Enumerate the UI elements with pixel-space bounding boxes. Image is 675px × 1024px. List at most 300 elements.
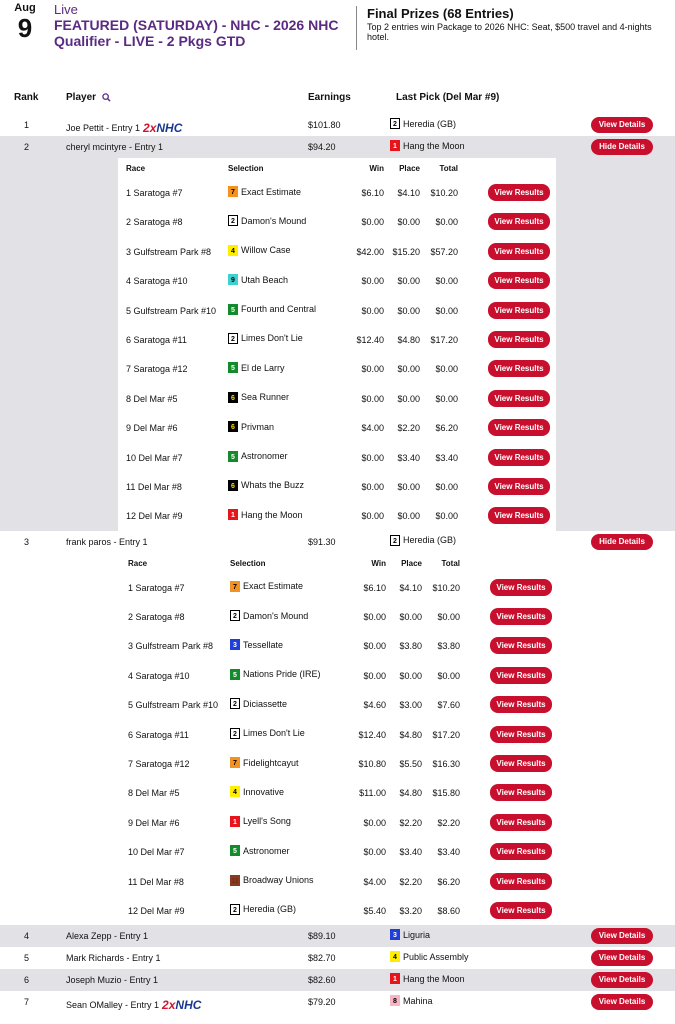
leaderboard-row (0, 114, 675, 136)
pick-win: $10.80 (358, 759, 386, 770)
view-details-button[interactable]: View Details (591, 117, 653, 133)
view-results-button[interactable]: View Results (490, 814, 552, 831)
pick-total: $3.80 (437, 641, 460, 652)
view-results-button[interactable]: View Results (488, 478, 550, 495)
pick-selection (230, 757, 299, 768)
pick-row (118, 266, 556, 295)
pick-total: $17.20 (432, 729, 460, 740)
pick-total: $0.00 (437, 670, 460, 681)
pick-selection (230, 581, 303, 592)
pick-row (118, 296, 556, 325)
pick-race: 11 Del Mar #8 (126, 481, 182, 492)
pick-win: $0.00 (361, 481, 384, 492)
pick-total: $0.00 (435, 276, 458, 287)
picks-table (120, 553, 558, 926)
pick-win: $0.00 (361, 217, 384, 228)
pick-selection (230, 875, 314, 886)
selection-column-header: Selection (230, 558, 266, 568)
event-date (12, 2, 38, 42)
view-results-button[interactable]: View Results (490, 843, 552, 860)
program-number: 2 (230, 904, 240, 915)
pick-win: $4.00 (363, 876, 386, 887)
view-results-button[interactable]: View Results (488, 419, 550, 436)
race-column-header: Race (128, 558, 148, 568)
pick-total: $10.20 (432, 582, 460, 593)
pick-win: $0.00 (361, 452, 384, 463)
program-number: 2 (230, 610, 240, 621)
program-number: 5 (228, 304, 238, 315)
pick-horse: Willow Case (241, 245, 291, 256)
total-column-header: Total (439, 164, 458, 173)
pick-row (118, 384, 556, 413)
view-results-button[interactable]: View Results (490, 667, 552, 684)
pick-row (120, 867, 558, 896)
pick-horse: Innovative (243, 786, 285, 797)
pick-horse: Tessellate (243, 639, 284, 650)
pick-selection (228, 509, 303, 520)
pick-selection (230, 786, 284, 797)
program-number: 6 (228, 421, 238, 432)
nhc-badge-multiplier: 2x (162, 998, 176, 1013)
win-column-header: Win (369, 164, 384, 173)
program-number: 4 (390, 951, 400, 962)
selection-column-header: Selection (228, 164, 264, 173)
pick-total: $7.60 (437, 700, 460, 711)
program-number: 6 (228, 480, 238, 491)
prizes-description: Top 2 entries win Package to 2026 NHC: Seat, $500 travel and 4-nights hotel. (367, 22, 652, 42)
player-rank: 5 (24, 953, 30, 964)
pick-total: $6.20 (435, 423, 458, 434)
pick-total: $3.40 (435, 452, 458, 463)
last-pick (390, 140, 465, 151)
view-results-button[interactable]: View Results (488, 360, 550, 377)
pick-row (118, 501, 556, 530)
hide-details-button[interactable]: Hide Details (591, 139, 653, 155)
last-pick (390, 118, 456, 129)
view-results-button[interactable]: View Results (490, 637, 552, 654)
event-day: 9 (17, 13, 33, 43)
total-column-header: Total (441, 558, 460, 568)
program-number: 9 (228, 274, 238, 285)
pick-place: $0.00 (397, 364, 420, 375)
prizes-block (367, 6, 667, 42)
player-name[interactable]: Joe Pettit - Entry 1 2xNHC (66, 121, 183, 135)
pick-selection (230, 669, 321, 680)
pick-win: $5.40 (363, 905, 386, 916)
player-rank: 1 (24, 120, 30, 130)
pick-win: $0.00 (363, 847, 386, 858)
pick-row (118, 472, 556, 501)
pick-race: 8 Del Mar #5 (128, 788, 180, 799)
player-name[interactable]: Joseph Muzio - Entry 1 (66, 975, 159, 986)
pick-win: $42.00 (356, 246, 384, 257)
program-number: 2 (228, 333, 238, 344)
pick-horse: Limes Don't Lie (243, 728, 305, 739)
pick-race: 9 Del Mar #6 (126, 423, 178, 434)
pick-selection (230, 904, 296, 915)
pick-place: $4.80 (397, 334, 420, 345)
pick-race: 1 Saratoga #7 (126, 188, 183, 198)
view-results-button[interactable]: View Results (490, 784, 552, 801)
pick-total: $17.20 (430, 334, 458, 345)
pick-place: $0.00 (399, 670, 422, 681)
pick-selection (228, 421, 274, 432)
pick-row (118, 237, 556, 266)
pick-place: $3.40 (397, 452, 420, 463)
view-results-button[interactable]: View Results (490, 726, 552, 743)
pick-row (118, 413, 556, 442)
leaderboard-header (0, 92, 675, 106)
pick-selection (230, 610, 308, 621)
search-icon[interactable] (102, 93, 111, 102)
player-earnings: $79.20 (308, 997, 336, 1008)
pick-row (120, 749, 558, 778)
rank-column-header: Rank (14, 92, 39, 103)
contest-title-block (54, 2, 344, 49)
nhc-badge: 2xNHC (143, 121, 183, 135)
last-pick (390, 535, 456, 546)
pick-row (120, 778, 558, 807)
program-number: 2 (390, 118, 400, 129)
pick-total: $10.20 (430, 188, 458, 198)
program-number: 7 (230, 757, 240, 768)
pick-horse: Exact Estimate (241, 186, 302, 197)
pick-total: $57.20 (430, 246, 458, 257)
program-number: 7 (230, 581, 240, 592)
program-number: 1 (390, 973, 400, 984)
pick-row (120, 837, 558, 866)
last-pick-horse: Hang the Moon (403, 973, 465, 984)
program-number: 1 (390, 140, 400, 151)
view-results-button[interactable]: View Results (490, 696, 552, 713)
pick-place: $4.80 (399, 729, 422, 740)
pick-place: $3.20 (399, 905, 422, 916)
view-results-button[interactable]: View Results (488, 507, 550, 524)
win-column-header: Win (371, 558, 386, 568)
player-name[interactable]: Alexa Zepp - Entry 1 (66, 931, 149, 942)
program-number: 8 (390, 995, 400, 1006)
pick-selection (228, 480, 304, 491)
view-results-button[interactable]: View Results (490, 873, 552, 890)
pick-horse: Fourth and Central (241, 304, 317, 315)
pick-total: $16.30 (432, 759, 460, 770)
view-details-button[interactable]: View Details (591, 950, 653, 966)
pick-win: $12.40 (356, 334, 384, 345)
pick-selection (228, 362, 285, 373)
view-results-button[interactable]: View Results (490, 902, 552, 919)
pick-horse: El de Larry (241, 362, 285, 373)
leaderboard (0, 114, 675, 1013)
picks-table-header (118, 158, 556, 178)
program-number: 4 (230, 786, 240, 797)
pick-horse: Whats the Buzz (241, 480, 305, 491)
pick-race: 4 Saratoga #10 (126, 276, 188, 287)
pick-total: $2.20 (437, 817, 460, 828)
pick-selection (228, 245, 291, 256)
pick-total: $0.00 (435, 364, 458, 375)
player-rank: 7 (24, 997, 30, 1008)
pick-race: 3 Gulfstream Park #8 (128, 641, 214, 652)
nhc-badge: 2xNHC (162, 998, 202, 1013)
pick-selection (228, 392, 289, 403)
pick-horse: Sea Runner (241, 392, 290, 403)
pick-win: $11.00 (359, 788, 386, 799)
pick-selection (228, 451, 288, 462)
program-number: 5 (230, 669, 240, 680)
contest-title: FEATURED (SATURDAY) - NHC - 2026 NHC Qualifier - LIVE - 2 Pkgs GTD (54, 17, 339, 49)
program-number: 2 (390, 535, 400, 546)
pick-race: 1 Saratoga #7 (128, 582, 185, 593)
pick-win: $0.00 (363, 612, 386, 623)
pick-race: 5 Gulfstream Park #10 (126, 305, 217, 316)
pick-selection (228, 274, 288, 285)
view-results-button[interactable]: View Results (490, 579, 552, 596)
leaderboard-row (0, 925, 675, 947)
pick-selection (230, 728, 305, 739)
player-column-header[interactable] (66, 92, 111, 103)
race-column-header: Race (126, 164, 146, 173)
pick-place: $2.20 (399, 817, 422, 828)
program-number: 5 (230, 845, 240, 856)
player-earnings: $82.70 (308, 953, 336, 964)
pick-race: 4 Saratoga #10 (128, 670, 190, 681)
last-pick (390, 973, 465, 984)
pick-race: 7 Saratoga #12 (128, 759, 190, 770)
pick-place: $3.80 (399, 641, 422, 652)
pick-place: $0.00 (397, 276, 420, 287)
player-rank: 3 (24, 536, 30, 547)
pick-place: $5.50 (399, 759, 422, 770)
player-earnings: $101.80 (308, 120, 341, 130)
view-results-button[interactable]: View Results (490, 755, 552, 772)
program-number: 1 (228, 509, 238, 520)
pick-place: $0.00 (397, 393, 420, 404)
pick-horse: Exact Estimate (243, 581, 304, 592)
pick-row (120, 661, 558, 690)
last-pick (390, 951, 469, 962)
view-results-button[interactable]: View Results (488, 302, 550, 319)
pick-win: $4.00 (361, 423, 384, 434)
pick-race: 3 Gulfstream Park #8 (126, 246, 212, 257)
pick-place: $4.10 (399, 582, 422, 593)
pick-row (120, 573, 558, 602)
program-number: 3 (230, 639, 240, 650)
leaderboard-row (0, 969, 675, 991)
pick-horse: Heredia (GB) (243, 904, 297, 915)
pick-total: $0.00 (437, 612, 460, 623)
last-pick-horse: Heredia (GB) (403, 118, 457, 129)
player-rank: 6 (24, 975, 30, 986)
pick-horse: Lyell's Song (243, 816, 291, 827)
pick-horse: Utah Beach (241, 274, 289, 285)
pick-win: $0.00 (363, 641, 386, 652)
entry-details (0, 158, 675, 531)
entry-details (0, 553, 675, 926)
view-results-button[interactable]: View Results (488, 449, 550, 466)
pick-selection (228, 186, 301, 197)
last-pick-horse: Public Assembly (403, 951, 469, 962)
pick-win: $12.40 (358, 729, 386, 740)
pick-horse: Astronomer (243, 845, 290, 856)
pick-win: $0.00 (361, 364, 384, 375)
place-column-header: Place (399, 164, 420, 173)
view-results-button[interactable]: View Results (488, 390, 550, 407)
pick-race: 9 Del Mar #6 (128, 817, 180, 828)
leaderboard-row (0, 531, 675, 553)
pick-race: 2 Saratoga #8 (128, 612, 185, 623)
last-pick-horse: Mahina (403, 995, 433, 1006)
view-details-button[interactable]: View Details (591, 972, 653, 988)
pick-race: 11 Del Mar #8 (128, 876, 184, 887)
pick-place: $4.10 (397, 188, 420, 198)
pick-selection (228, 215, 306, 226)
pick-place: $3.00 (399, 700, 422, 711)
pick-horse: Fidelightcayut (243, 757, 299, 768)
earnings-column-header: Earnings (308, 92, 351, 103)
pick-row (120, 602, 558, 631)
program-number: 5 (228, 451, 238, 462)
view-results-button[interactable]: View Results (488, 331, 550, 348)
program-number: 4 (228, 245, 238, 256)
view-details-button[interactable]: View Details (591, 994, 653, 1010)
last-pick-horse: Liguria (403, 929, 431, 940)
pick-total: $0.00 (435, 481, 458, 492)
pick-row (120, 720, 558, 749)
pick-place: $0.00 (397, 305, 420, 316)
view-results-button[interactable]: View Results (488, 184, 550, 201)
program-number: 11 (230, 875, 240, 886)
hide-details-button[interactable]: Hide Details (591, 534, 653, 550)
pick-selection (230, 816, 291, 827)
pick-row (118, 178, 556, 207)
program-number: 6 (228, 392, 238, 403)
player-rank: 2 (24, 142, 30, 152)
program-number: 2 (230, 698, 240, 709)
player-earnings: $94.20 (308, 142, 336, 152)
pick-place: $0.00 (399, 612, 422, 623)
pick-race: 6 Saratoga #11 (126, 334, 187, 345)
pick-win: $0.00 (361, 511, 384, 522)
event-month: Aug (14, 2, 36, 14)
program-number: 3 (390, 929, 400, 940)
player-name[interactable]: frank paros - Entry 1 (66, 536, 148, 547)
leaderboard-row (0, 991, 675, 1013)
pick-horse: Damon's Mound (243, 610, 309, 621)
pick-place: $0.00 (397, 481, 420, 492)
pick-race: 6 Saratoga #11 (128, 729, 189, 740)
player-earnings: $82.60 (308, 975, 336, 986)
last-pick (390, 995, 433, 1006)
pick-horse: Broadway Unions (243, 875, 314, 886)
nhc-badge-multiplier: 2x (143, 121, 157, 135)
last-pick (390, 929, 430, 940)
pick-place: $15.20 (392, 246, 420, 257)
pick-total: $0.00 (435, 217, 458, 228)
program-number: 1 (230, 816, 240, 827)
pick-row (118, 207, 556, 236)
view-results-button[interactable]: View Results (488, 213, 550, 230)
pick-race: 12 Del Mar #9 (128, 905, 185, 916)
pick-row (120, 690, 558, 719)
pick-row (120, 896, 558, 925)
pick-place: $2.20 (399, 876, 422, 887)
pick-row (120, 808, 558, 837)
pick-horse: Privman (241, 421, 275, 432)
pick-total: $0.00 (435, 511, 458, 522)
view-results-button[interactable]: View Results (488, 243, 550, 260)
pick-selection (230, 698, 287, 709)
program-number: 2 (228, 215, 238, 226)
pick-total: $3.40 (437, 847, 460, 858)
player-name[interactable]: Sean OMalley - Entry 1 2xNHC (66, 998, 202, 1013)
last-pick-horse: Heredia (GB) (403, 535, 457, 546)
view-details-button[interactable]: View Details (591, 928, 653, 944)
pick-total: $15.80 (432, 788, 460, 799)
picks-table-header (120, 553, 558, 573)
contest-status: Live (54, 2, 78, 17)
view-results-button[interactable]: View Results (488, 272, 550, 289)
pick-win: $6.10 (363, 582, 386, 593)
pick-total: $0.00 (435, 393, 458, 404)
leaderboard-row (0, 136, 675, 158)
pick-race: 12 Del Mar #9 (126, 511, 183, 522)
pick-row (118, 443, 556, 472)
pick-win: $0.00 (363, 817, 386, 828)
pick-selection (228, 304, 316, 315)
pick-horse: Diciassette (243, 698, 288, 709)
pick-race: 8 Del Mar #5 (126, 393, 178, 404)
picks-table (118, 158, 556, 531)
pick-win: $4.60 (363, 700, 386, 711)
pick-row (120, 631, 558, 660)
pick-total: $8.60 (437, 905, 460, 916)
pick-place: $0.00 (397, 511, 420, 522)
program-number: 7 (228, 186, 238, 197)
program-number: 5 (228, 362, 238, 373)
pick-place: $3.40 (399, 847, 422, 858)
player-earnings: $91.30 (308, 536, 336, 547)
player-rank: 4 (24, 931, 30, 942)
pick-selection (230, 639, 283, 650)
pick-selection (228, 333, 303, 344)
leaderboard-row (0, 947, 675, 969)
player-name[interactable]: cheryl mcintyre - Entry 1 (66, 142, 164, 152)
pick-row (118, 354, 556, 383)
place-column-header: Place (401, 558, 422, 568)
pick-win: $0.00 (361, 393, 384, 404)
pick-total: $0.00 (435, 305, 458, 316)
pick-place: $4.80 (399, 788, 422, 799)
pick-race: 7 Saratoga #12 (126, 364, 188, 375)
last-pick-column-header: Last Pick (Del Mar #9) (396, 92, 500, 103)
pick-horse: Nations Pride (IRE) (243, 669, 321, 680)
pick-row (118, 325, 556, 354)
player-name[interactable]: Mark Richards - Entry 1 (66, 953, 161, 964)
view-results-button[interactable]: View Results (490, 608, 552, 625)
pick-total: $6.20 (437, 876, 460, 887)
pick-win: $0.00 (361, 305, 384, 316)
pick-win: $0.00 (361, 276, 384, 287)
pick-place: $0.00 (397, 217, 420, 228)
header-divider (356, 6, 357, 50)
pick-selection (230, 845, 290, 856)
pick-horse: Limes Don't Lie (241, 333, 303, 344)
pick-horse: Astronomer (241, 451, 288, 462)
pick-horse: Hang the Moon (241, 509, 303, 520)
player-column-label: Player (66, 92, 97, 103)
pick-horse: Damon's Mound (241, 215, 307, 226)
pick-win: $6.10 (361, 188, 384, 198)
